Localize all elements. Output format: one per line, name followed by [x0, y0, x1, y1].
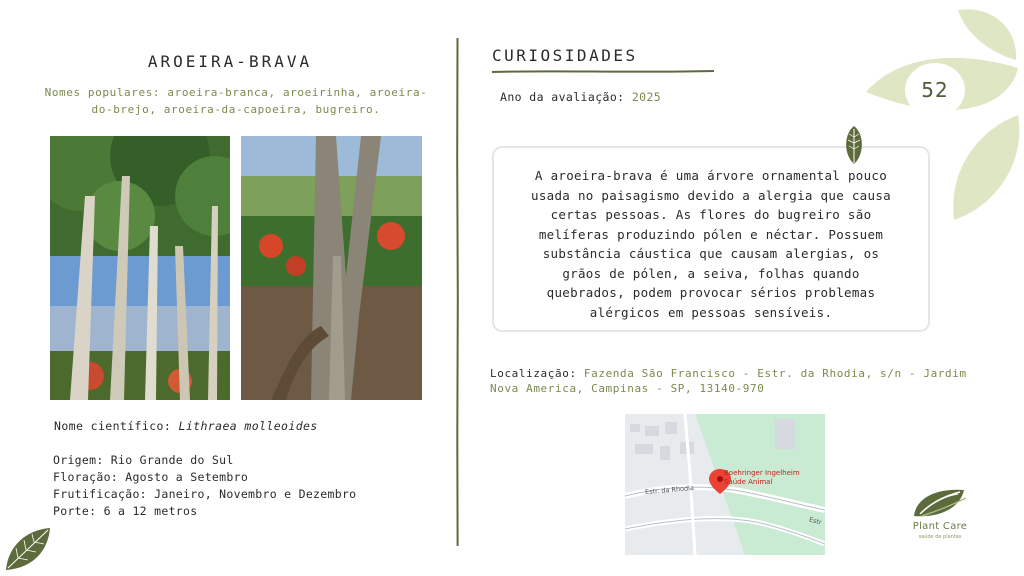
evaluation-year [500, 90, 661, 104]
year-value: 2025 [631, 90, 662, 104]
logo-tagline: saúde de plantas [918, 534, 962, 540]
column-divider [456, 38, 459, 546]
map-place-line: Saúde Animal [724, 478, 773, 486]
location [490, 366, 980, 396]
fact-size: Porte: 6 a 12 metros [53, 504, 198, 518]
plant-facts [53, 452, 356, 520]
year-label: Ano da avaliação: [500, 90, 632, 104]
curiosity-line: grãos de pólen, a seiva, folhas quando [562, 265, 860, 281]
scientific-name-value: Lithraea molleoides [178, 419, 318, 433]
popular-names [40, 84, 432, 118]
popular-names-line: Nomes populares: aroeira-branca, aroeirinha, aroeira- [44, 86, 428, 99]
map-place-line: Boehringer Ingelheim [724, 469, 800, 477]
curiosity-line: A aroeira-brava é uma árvore ornamental pouco [534, 168, 888, 183]
leaf-icon [843, 125, 865, 165]
location-value[interactable]: Fazenda São Francisco - Estr. da Rhodia, s/n - Jardim Nova America, Campinas - SP, 13140-970 [490, 367, 967, 395]
curiosity-line: substância cáustica que causam alergias, os [542, 246, 880, 261]
curiosity-line: quebrados, podem provocar sérios problemas [546, 285, 876, 300]
curiosities-text [510, 166, 912, 322]
curiosity-line: melíferas produzindo pólen e néctar. Possuem [538, 226, 884, 242]
scientific-name-label: Nome científico: [54, 419, 179, 433]
curiosity-line: usada no paisagismo devido a alergia que causa [531, 187, 891, 203]
page-number: 52 [905, 63, 965, 117]
map-place-label [724, 469, 800, 487]
fact-fruiting: Frutificação: Janeiro, Novembro e Dezembro [53, 487, 357, 501]
fact-origin: Origem: Rio Grande do Sul [53, 453, 234, 467]
title-underline [492, 69, 714, 75]
logo-name: Plant Care [912, 521, 968, 532]
tree-photo-canopy [50, 136, 230, 400]
map-road-label-short: Estr [808, 515, 823, 527]
tree-photo-trunk [241, 136, 422, 400]
scientific-name [54, 419, 318, 433]
plant-title: AROEIRA-BRAVA [147, 52, 313, 71]
logo-leaf-icon [900, 486, 980, 520]
location-map[interactable] [625, 414, 825, 555]
curiosities-title: CURIOSIDADES [492, 46, 638, 65]
plant-care-logo [900, 486, 980, 544]
map-road-label: Estr. da Rhodia [644, 483, 695, 497]
fact-flowering: Floração: Agosto a Setembro [53, 470, 249, 484]
curiosity-line: certas pessoas. As flores do bugreiro são [550, 207, 872, 222]
curiosities-card [492, 146, 930, 332]
location-label: Localização: [490, 367, 584, 380]
curiosity-line: alérgicos em pessoas sensíveis. [589, 304, 833, 320]
popular-names-line: do-brejo, aroeira-da-capoeira, bugreiro. [91, 103, 381, 116]
leaf-decoration-icon [4, 526, 52, 572]
